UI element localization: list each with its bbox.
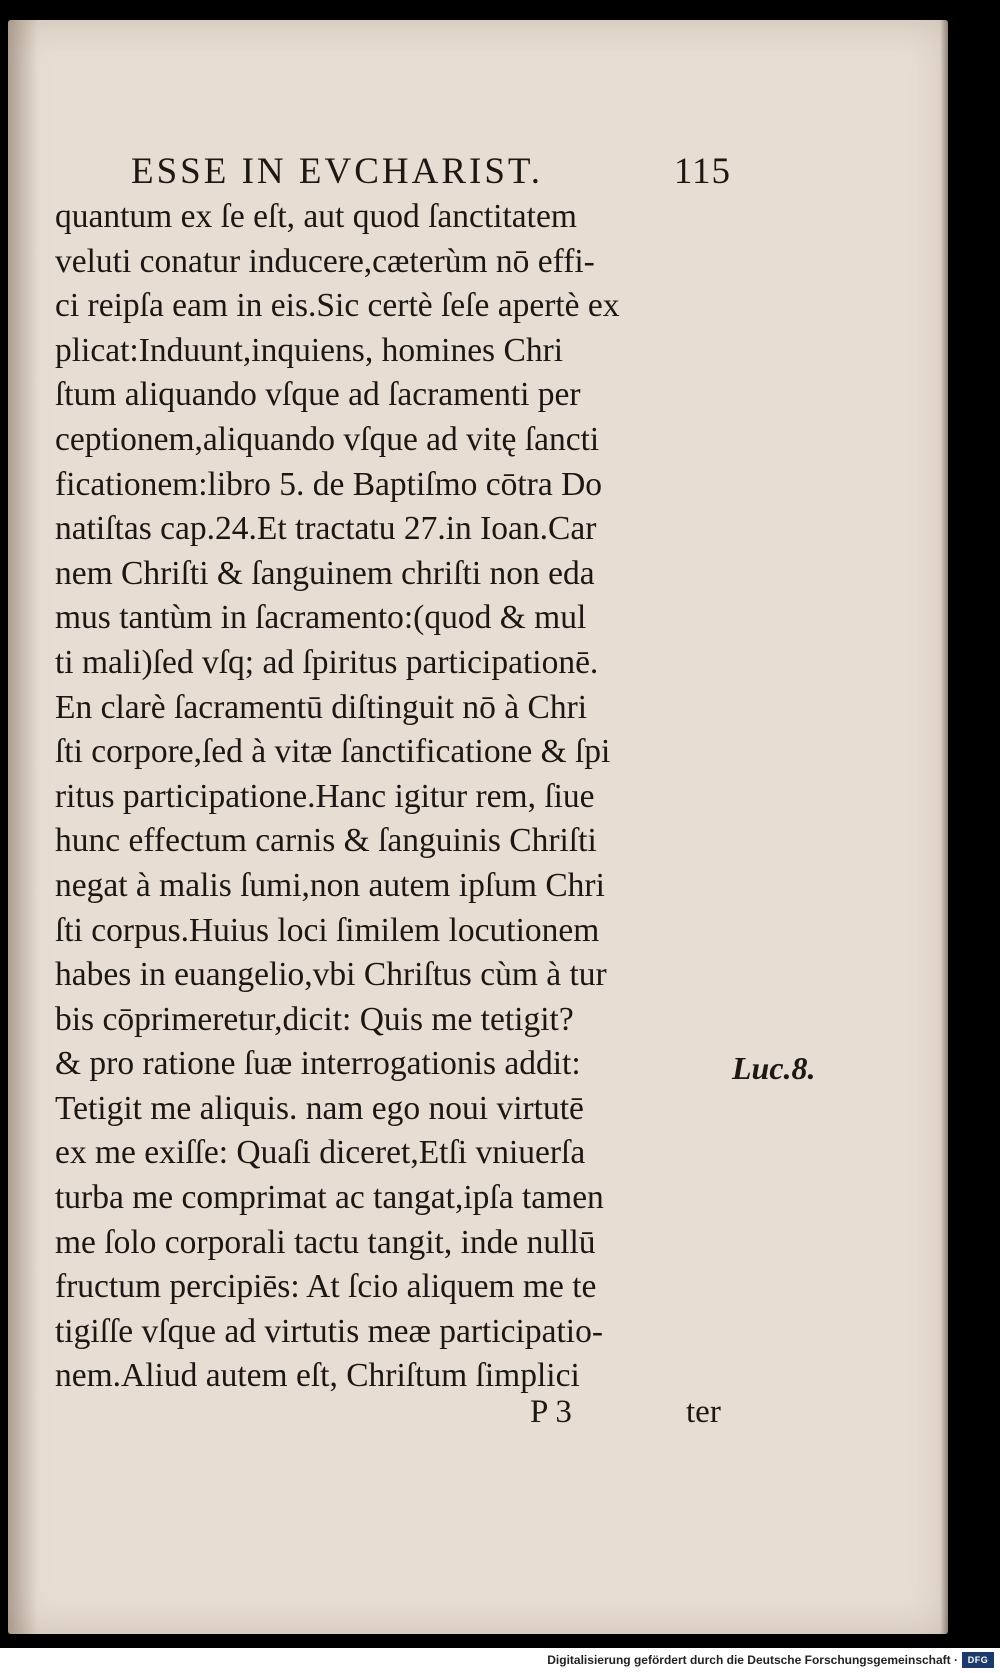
text-line: ti mali)ſed vſq; ad ſpiritus participationē.	[55, 643, 599, 681]
text-line: ceptionem,aliquando vſque ad vitę ſancti	[55, 420, 600, 458]
text-line: hunc effectum carnis & ſanguinis Chriſti	[55, 822, 597, 860]
footer-bar	[0, 1648, 1000, 1673]
text-line: turba me comprimat ac tangat,ipſa tamen	[55, 1179, 604, 1217]
text-line: ſtum aliquando vſque ad ſacramenti per	[55, 376, 581, 414]
footer-credit: Digitalisierung gefördert durch die Deutsche Forschungsgemeinschaft ·	[547, 1653, 958, 1667]
text-line: natiſtas cap.24.Et tractatu 27.in Ioan.Car	[55, 510, 597, 548]
marginal-note: Luc.8.	[732, 1050, 816, 1086]
page-number: 115	[673, 151, 731, 192]
running-title: ESSE IN EVCHARIST.	[131, 151, 544, 192]
dfg-logo-icon: DFG	[962, 1652, 994, 1668]
text-line: En clarè ſacramentū diſtinguit nō à Chri	[55, 688, 588, 726]
catchword: ter	[686, 1394, 721, 1430]
text-line: ficationem:libro 5. de Baptiſmo cōtra Do	[55, 465, 603, 503]
text-line: veluti conatur inducere,cæterùm nō effi-	[55, 242, 595, 280]
text-line: habes in euangelio,vbi Chriſtus cùm à tur	[55, 956, 607, 994]
body-text	[55, 195, 745, 1399]
text-line: mus tantùm in ſacramento:(quod & mul	[55, 599, 587, 637]
text-line: ſti corpore,ſed à vitæ ſanctificatione & ſpi	[55, 733, 611, 771]
text-line: tigiſſe vſque ad virtutis meæ participatio-	[55, 1312, 603, 1350]
text-line: ſti corpus.Huius loci ſimilem locutionem	[55, 911, 600, 949]
signature-mark: P 3	[530, 1394, 572, 1430]
text-line: nem.Aliud autem eſt, Chriſtum ſimplici	[55, 1357, 580, 1395]
text-line: bis cōprimeretur,dicit: Quis me tetigit?	[55, 1000, 574, 1038]
text-line: Tetigit me aliquis. nam ego noui virtutē	[55, 1089, 584, 1127]
text-line: & pro ratione ſuæ interrogationis addit:	[55, 1045, 581, 1083]
text-line: quantum ex ſe eſt, aut quod ſanctitatem	[55, 198, 577, 235]
page-header	[131, 150, 731, 194]
text-line: ex me exiſſe: Quaſi diceret,Etſi vniuerſa	[55, 1134, 586, 1172]
text-line: ritus participatione.Hanc igitur rem, ſiue	[55, 777, 595, 815]
text-line: plicat:Induunt,inquiens, homines Chri	[55, 331, 564, 369]
book-page	[8, 20, 948, 1634]
text-line: negat à malis ſumi,non autem ipſum Chri	[55, 866, 605, 904]
text-line: me ſolo corporali tactu tangit, inde nullū	[55, 1223, 596, 1261]
page-edge	[940, 20, 948, 1634]
gutter-shadow	[8, 20, 38, 1634]
text-line: nem Chriſti & ſanguinem chriſti non eda	[55, 554, 595, 592]
text-line: fructum percipiēs: At ſcio aliquem me te	[55, 1268, 597, 1306]
text-line: ci reipſa eam in eis.Sic certè ſeſe apertè ex	[55, 287, 620, 325]
